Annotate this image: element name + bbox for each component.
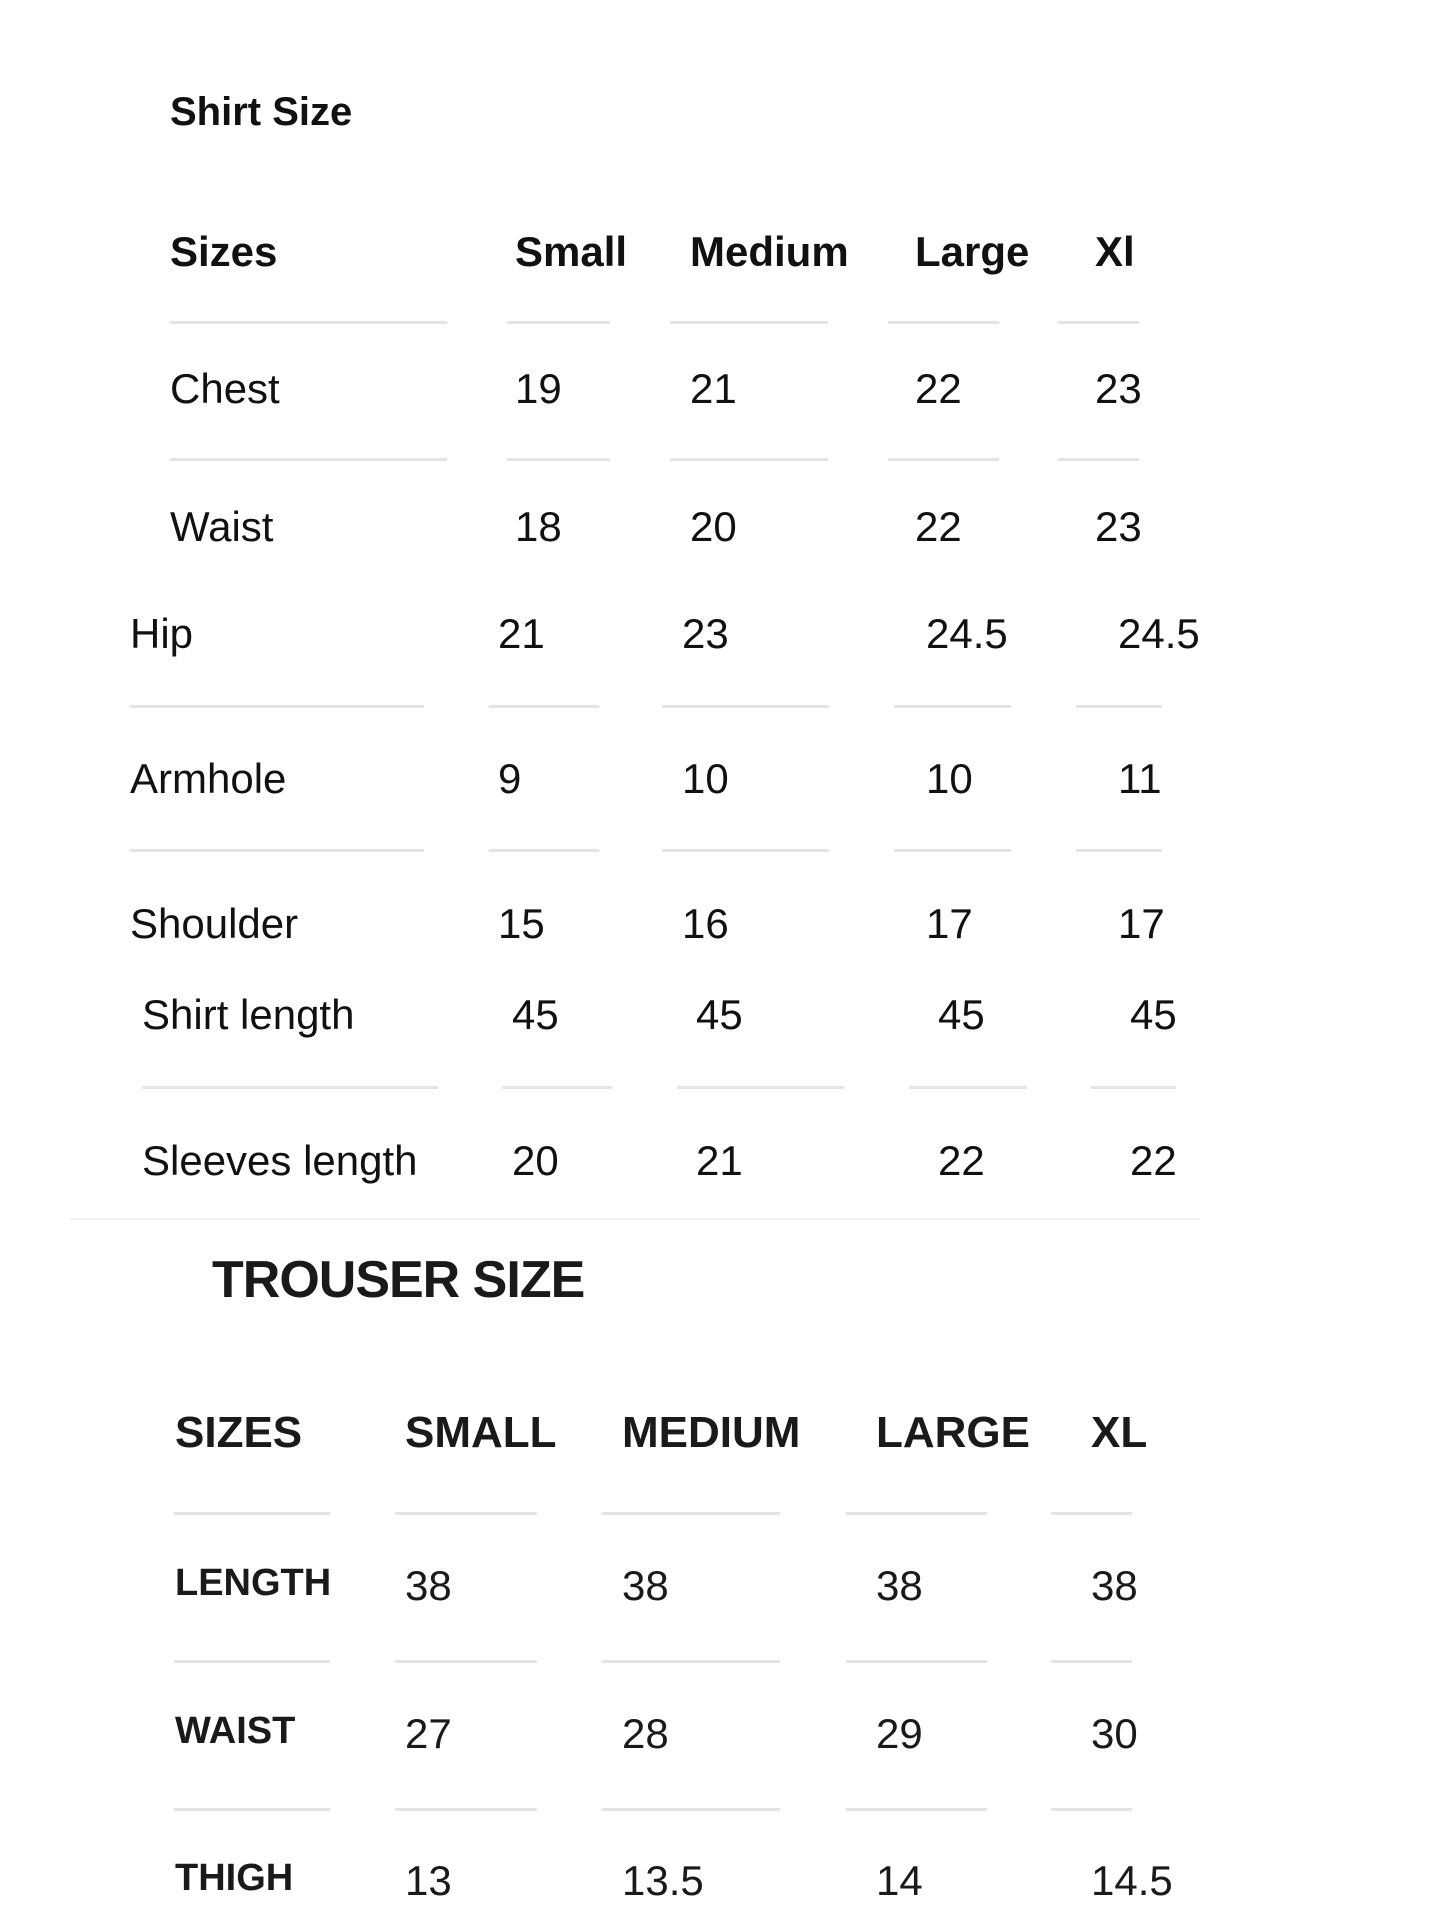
shirt-row-hip-medium: 23 [682, 610, 729, 657]
table-divider [130, 849, 424, 852]
shirt-header-xl: Xl [1095, 228, 1135, 275]
shirt-row-hip-label: Hip [130, 610, 194, 657]
shirt-row-waist-label: Waist [170, 503, 274, 550]
table-divider [602, 1660, 780, 1663]
trouser-header-xl: XL [1091, 1408, 1148, 1457]
trouser-row-waist-small: 27 [405, 1710, 452, 1757]
shirt-row-sleeves-length-large: 22 [938, 1137, 985, 1184]
trouser-row-thigh-medium: 13.5 [622, 1857, 704, 1904]
shirt-row-shoulder-xl: 17 [1118, 900, 1165, 947]
table-divider [670, 321, 828, 324]
table-divider [142, 1086, 438, 1089]
trouser-header-sizes: SIZES [175, 1408, 303, 1457]
shirt-row-shirt-length-medium: 45 [696, 991, 743, 1038]
trouser-row-thigh-small: 13 [405, 1857, 452, 1904]
shirt-row-waist-large: 22 [915, 503, 962, 550]
table-divider [174, 1512, 330, 1515]
shirt-row-hip-xl: 24.5 [1118, 610, 1200, 657]
trouser-row-length-label: LENGTH [175, 1562, 332, 1604]
trouser-size-title: TROUSER SIZE [212, 1251, 585, 1309]
table-divider [662, 849, 829, 852]
trouser-header-large: LARGE [876, 1408, 1030, 1457]
shirt-row-sleeves-length-small: 20 [512, 1137, 559, 1184]
shirt-row-hip-small: 21 [498, 610, 545, 657]
trouser-row-length-large: 38 [876, 1562, 923, 1609]
shirt-row-chest-xl: 23 [1095, 365, 1142, 412]
table-divider [502, 1086, 612, 1089]
trouser-row-length-small: 38 [405, 1562, 452, 1609]
table-divider [170, 458, 447, 461]
shirt-header-small: Small [515, 228, 628, 275]
shirt-row-chest-medium: 21 [690, 365, 737, 412]
table-divider [174, 1660, 330, 1663]
shirt-row-chest-large: 22 [915, 365, 962, 412]
table-divider [1058, 321, 1139, 324]
shirt-row-shoulder-large: 17 [926, 900, 973, 947]
table-divider [170, 321, 447, 324]
shirt-header-sizes: Sizes [170, 228, 278, 275]
table-divider [395, 1808, 537, 1811]
section-divider [70, 1218, 1200, 1220]
shirt-size-title: Shirt Size [170, 90, 353, 134]
table-divider [1058, 458, 1139, 461]
trouser-header-small: SMALL [405, 1408, 557, 1457]
trouser-row-thigh-large: 14 [876, 1857, 923, 1904]
shirt-row-shirt-length-xl: 45 [1130, 991, 1177, 1038]
shirt-row-shoulder-medium: 16 [682, 900, 729, 947]
shirt-row-sleeves-length-label: Sleeves length [142, 1137, 418, 1184]
table-divider [489, 705, 599, 708]
table-divider [909, 1086, 1027, 1089]
shirt-row-waist-xl: 23 [1095, 503, 1142, 550]
table-divider [846, 1512, 987, 1515]
table-divider [888, 321, 999, 324]
table-divider [130, 705, 424, 708]
trouser-row-waist-label: WAIST [175, 1710, 296, 1752]
table-divider [894, 849, 1011, 852]
table-divider [1051, 1512, 1132, 1515]
table-divider [1076, 705, 1162, 708]
table-divider [1051, 1660, 1132, 1663]
shirt-header-medium: Medium [690, 228, 849, 275]
shirt-row-hip-large: 24.5 [926, 610, 1008, 657]
shirt-row-shirt-length-label: Shirt length [142, 991, 355, 1038]
trouser-row-waist-xl: 30 [1091, 1710, 1138, 1757]
table-divider [507, 458, 610, 461]
trouser-row-length-xl: 38 [1091, 1562, 1138, 1609]
table-divider [846, 1660, 987, 1663]
shirt-row-armhole-medium: 10 [682, 755, 729, 802]
table-divider [602, 1512, 780, 1515]
table-divider [602, 1808, 780, 1811]
shirt-row-waist-small: 18 [515, 503, 562, 550]
table-divider [395, 1660, 537, 1663]
shirt-row-shirt-length-small: 45 [512, 991, 559, 1038]
table-divider [888, 458, 999, 461]
table-divider [1076, 849, 1162, 852]
shirt-row-armhole-large: 10 [926, 755, 973, 802]
shirt-row-shoulder-label: Shoulder [130, 900, 299, 947]
trouser-row-waist-medium: 28 [622, 1710, 669, 1757]
trouser-header-medium: MEDIUM [622, 1408, 801, 1457]
shirt-row-shoulder-small: 15 [498, 900, 545, 947]
table-divider [894, 705, 1011, 708]
shirt-row-armhole-xl: 11 [1118, 755, 1162, 802]
table-divider [395, 1512, 537, 1515]
table-divider [846, 1808, 987, 1811]
shirt-row-armhole-small: 9 [498, 755, 522, 802]
table-divider [489, 849, 599, 852]
trouser-row-waist-large: 29 [876, 1710, 923, 1757]
table-divider [670, 458, 828, 461]
trouser-row-thigh-label: THIGH [175, 1857, 294, 1899]
shirt-row-shirt-length-large: 45 [938, 991, 985, 1038]
table-divider [677, 1086, 844, 1089]
table-divider [662, 705, 829, 708]
shirt-row-armhole-label: Armhole [130, 755, 287, 802]
shirt-row-sleeves-length-medium: 21 [696, 1137, 743, 1184]
shirt-row-chest-small: 19 [515, 365, 562, 412]
shirt-row-waist-medium: 20 [690, 503, 737, 550]
table-divider [507, 321, 610, 324]
shirt-row-chest-label: Chest [170, 365, 280, 412]
shirt-row-sleeves-length-xl: 22 [1130, 1137, 1177, 1184]
table-divider [174, 1808, 330, 1811]
table-divider [1051, 1808, 1132, 1811]
shirt-header-large: Large [915, 228, 1030, 275]
trouser-row-length-medium: 38 [622, 1562, 669, 1609]
table-divider [1091, 1086, 1176, 1089]
trouser-row-thigh-xl: 14.5 [1091, 1857, 1173, 1904]
